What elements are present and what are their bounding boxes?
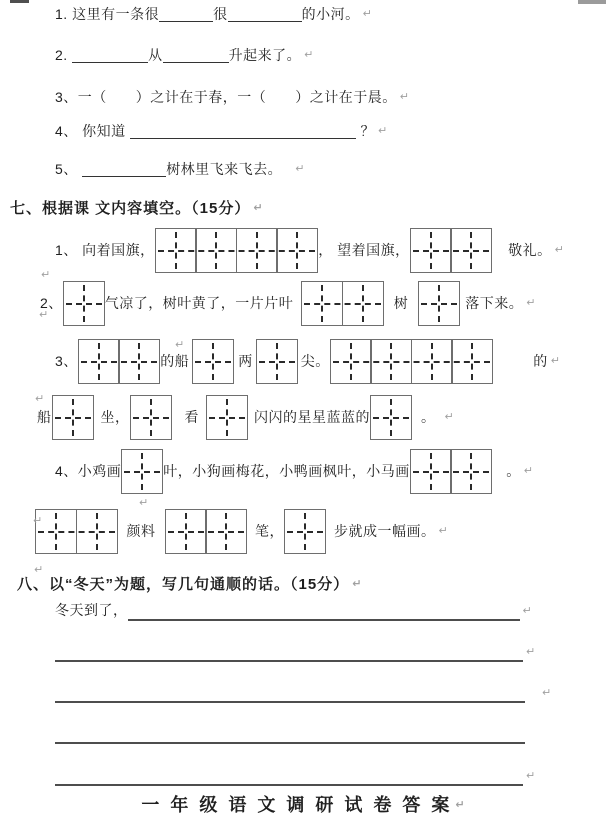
tianzige-cell[interactable] [165, 509, 207, 554]
paragraph-mark-icon: ↵ [352, 578, 362, 590]
tianzige-grid [63, 281, 105, 326]
text-run: 树 [393, 295, 409, 311]
tianzige-cell[interactable] [301, 281, 343, 326]
tianzige-grid [301, 281, 384, 326]
spacer [408, 303, 418, 304]
paragraph-mark-icon: ↵ [542, 687, 552, 699]
text-run: 尖。 [300, 353, 330, 369]
line-footer-title [0, 796, 606, 815]
paragraph-mark-icon: ↵ [139, 497, 149, 509]
tianzige-cell[interactable] [276, 228, 318, 273]
paragraph-mark-icon: ↵ [377, 125, 388, 137]
text-run: 冬天到了， [55, 602, 128, 618]
text-run: 。 [506, 463, 521, 479]
paragraph-mark-icon: ↵ [554, 244, 564, 256]
tianzige-cell[interactable] [52, 395, 94, 440]
line-sec7-header [10, 199, 263, 218]
line-sec8-line2 [55, 646, 535, 662]
tianzige-cell[interactable] [330, 339, 372, 384]
text-run: 2. [55, 47, 73, 63]
text-run: 2、 [40, 295, 63, 311]
text-run: 步就成一幅画。 [334, 523, 436, 539]
text-run: 树林里飞来飞去。 [166, 161, 283, 177]
spacer [525, 695, 539, 696]
tianzige-cell[interactable] [192, 339, 234, 384]
paragraph-mark-icon: ↵ [34, 564, 44, 576]
line-sec6-q2 [55, 46, 313, 65]
text-run: 船 [37, 409, 52, 425]
paragraph-mark-icon: ↵ [175, 339, 185, 351]
spacer [118, 531, 127, 532]
spacer [436, 417, 442, 418]
tianzige-cell[interactable] [118, 339, 160, 384]
text-run: 的 [533, 353, 548, 369]
line-sec8-line4 [55, 728, 525, 744]
text-run: 很 [213, 6, 228, 22]
text-run: 气凉了，树叶黄了，一片片叶 [104, 295, 294, 311]
tianzige-grid [206, 395, 248, 440]
page-edge-artifact-right [578, 0, 606, 4]
spacer [293, 303, 301, 304]
tianzige-grid [410, 449, 493, 494]
answer-blank[interactable] [159, 18, 213, 22]
line-sec7-q2 [40, 281, 536, 326]
paragraph-mark-icon: ↵ [522, 605, 532, 617]
tianzige-cell[interactable] [451, 339, 493, 384]
paragraph-mark-icon: ↵ [526, 646, 536, 658]
line-stray-7 [31, 561, 43, 580]
text-run: 笔， [255, 523, 284, 539]
paragraph-mark-icon: ↵ [526, 770, 536, 782]
paragraph-mark-icon: ↵ [399, 91, 410, 103]
tianzige-cell[interactable] [78, 339, 120, 384]
text-run: 从 [148, 47, 163, 63]
text-run: 颜料 [126, 523, 156, 539]
answer-blank[interactable] [130, 135, 356, 139]
page-edge-artifact-left [10, 0, 29, 3]
tianzige-grid [52, 395, 94, 440]
tianzige-cell[interactable] [256, 339, 298, 384]
text-run: 叶，小狗画梅花，小鸭画枫叶，小马画 [163, 463, 410, 479]
tianzige-cell[interactable] [76, 509, 118, 554]
tianzige-grid [78, 339, 161, 384]
tianzige-grid [121, 449, 163, 494]
paragraph-mark-icon: ↵ [304, 49, 314, 61]
spacer [172, 417, 185, 418]
paragraph-mark-icon: ↵ [41, 269, 51, 281]
text-run: 坐， [100, 409, 130, 425]
answer-blank[interactable] [228, 18, 302, 22]
answer-blank[interactable] [55, 770, 523, 786]
line-sec8-line5 [55, 770, 535, 786]
line-sec6-q5 [55, 160, 304, 179]
tianzige-grid [418, 281, 460, 326]
text-run: 两 [238, 353, 253, 369]
line-stray-4 [32, 390, 44, 409]
tianzige-grid [165, 509, 248, 554]
tianzige-cell[interactable] [411, 339, 453, 384]
answer-blank[interactable] [128, 605, 520, 621]
spacer [492, 471, 506, 472]
tianzige-grid [410, 228, 493, 273]
tianzige-cell[interactable] [284, 509, 326, 554]
spacer [282, 169, 292, 170]
tianzige-cell[interactable] [410, 228, 452, 273]
text-run: 的船 [160, 353, 190, 369]
line-sec8-line3 [55, 687, 551, 703]
paragraph-mark-icon: ↵ [455, 799, 465, 811]
text-run: 一 年 级 语 文 调 研 试 卷 答 案 [141, 795, 453, 815]
text-run: 3、一（ ）之计在于春，一（ ）之计在于晨。 [55, 89, 397, 105]
line-sec7-q3b [37, 395, 454, 440]
line-sec6-q1 [55, 5, 372, 24]
tianzige-cell[interactable] [155, 228, 197, 273]
tianzige-cell[interactable] [450, 228, 492, 273]
line-sec7-q1 [55, 228, 564, 273]
spacer [94, 417, 101, 418]
line-sec8-header [17, 575, 361, 594]
text-run: 闪闪的星星蓝蓝的 [254, 409, 370, 425]
tianzige-cell[interactable] [370, 339, 412, 384]
tianzige-grid [155, 228, 319, 273]
tianzige-grid [35, 509, 118, 554]
line-sec6-q4 [55, 122, 387, 141]
text-run: ， 望着国旗， [318, 242, 410, 258]
tianzige-grid [370, 395, 412, 440]
text-run: 看 [184, 409, 199, 425]
line-stray-5 [136, 494, 148, 513]
answer-blank[interactable] [72, 59, 148, 63]
tianzige-cell[interactable] [418, 281, 460, 326]
line-stray-2 [36, 306, 48, 325]
text-run: 5、 [55, 161, 83, 177]
paragraph-mark-icon: ↵ [362, 8, 372, 20]
line-sec8-line1 [55, 600, 532, 621]
text-run: 升起来了。 [228, 47, 302, 63]
paragraph-mark-icon: ↵ [35, 393, 45, 405]
text-run: 1、 向着国旗， [55, 242, 155, 258]
tianzige-cell[interactable] [205, 509, 247, 554]
tianzige-cell[interactable] [236, 228, 278, 273]
paragraph-mark-icon: ↵ [444, 411, 454, 423]
tianzige-grid [130, 395, 172, 440]
tianzige-grid [256, 339, 298, 384]
text-run: 八、以“冬天”为题，写几句通顺的话。（15分） [17, 576, 350, 593]
text-run: 敬礼。 [508, 242, 552, 258]
line-stray-3 [172, 336, 184, 355]
paragraph-mark-icon: ↵ [33, 515, 43, 527]
text-run: 4、 你知道 [55, 123, 131, 139]
spacer [492, 250, 508, 251]
paragraph-mark-icon: ↵ [526, 297, 536, 309]
tianzige-cell[interactable] [206, 395, 248, 440]
tianzige-cell[interactable] [121, 449, 163, 494]
spacer [156, 531, 165, 532]
text-run: 4、小鸡画 [55, 463, 122, 479]
text-run: 。 [421, 409, 436, 425]
line-stray-1 [38, 266, 50, 285]
tianzige-cell[interactable] [130, 395, 172, 440]
paragraph-mark-icon: ↵ [253, 202, 263, 214]
text-run: 七、根据课 文内容填空。（15分） [10, 200, 251, 217]
paragraph-mark-icon: ↵ [438, 525, 448, 537]
text-run: 1. 这里有一条很 [55, 6, 160, 22]
tianzige-cell[interactable] [370, 395, 412, 440]
spacer [384, 303, 394, 304]
tianzige-cell[interactable] [63, 281, 105, 326]
line-sec7-q4b [35, 509, 448, 554]
text-run: 落下来。 [465, 295, 524, 311]
paragraph-mark-icon: ↵ [550, 355, 561, 367]
tianzige-grid [330, 339, 494, 384]
answer-blank[interactable] [163, 59, 229, 63]
answer-blank[interactable] [55, 687, 525, 703]
spacer [493, 361, 533, 362]
tianzige-grid [284, 509, 326, 554]
tianzige-cell[interactable] [450, 449, 492, 494]
line-sec7-q4a [55, 449, 533, 494]
text-run: ？ [356, 123, 375, 139]
tianzige-grid [192, 339, 234, 384]
paragraph-mark-icon: ↵ [295, 163, 305, 175]
line-sec6-q3 [55, 88, 409, 107]
line-stray-6 [30, 512, 42, 531]
paragraph-mark-icon: ↵ [523, 465, 534, 477]
answer-blank[interactable] [55, 728, 525, 744]
paragraph-mark-icon: ↵ [39, 309, 49, 321]
answer-blank[interactable] [82, 173, 166, 177]
tianzige-cell[interactable] [195, 228, 237, 273]
text-run: 3、 [55, 353, 78, 369]
tianzige-cell[interactable] [410, 449, 452, 494]
answer-blank[interactable] [55, 646, 523, 662]
tianzige-cell[interactable] [342, 281, 384, 326]
text-run: 的小河。 [301, 6, 360, 22]
spacer [247, 531, 255, 532]
spacer [199, 417, 206, 418]
line-sec7-q3a [55, 339, 560, 384]
spacer [412, 417, 421, 418]
spacer [326, 531, 334, 532]
